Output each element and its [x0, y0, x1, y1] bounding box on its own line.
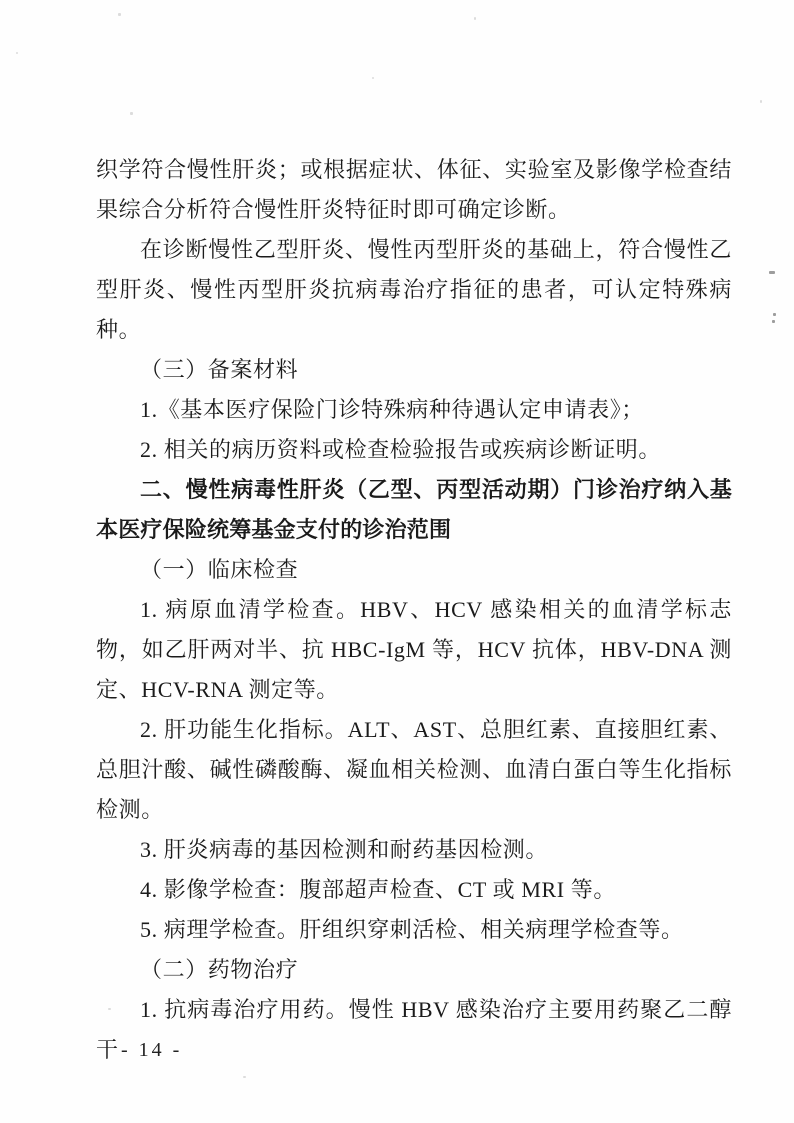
section-heading: 二、慢性病毒性肝炎（乙型、丙型活动期）门诊治疗纳入基本医疗保险统筹基金支付的诊治范围	[96, 477, 732, 542]
scan-speck	[108, 1008, 111, 1010]
body-paragraph: （一）临床检查	[140, 557, 299, 582]
scan-speck	[760, 100, 762, 103]
scan-speck	[773, 313, 776, 316]
body-paragraph: 4. 影像学检查：腹部超声检查、CT 或 MRI 等。	[140, 877, 616, 902]
body-paragraph: 1. 抗病毒治疗用药。慢性 HBV 感染治疗主要用药聚乙二醇干	[96, 997, 732, 1062]
scan-speck	[372, 77, 374, 79]
scan-speck	[16, 52, 18, 54]
body-paragraph: 1.《基本医疗保险门诊特殊病种待遇认定申请表》；	[140, 397, 644, 422]
scan-speck	[118, 13, 121, 16]
body-paragraph: 织学符合慢性肝炎；或根据症状、体征、实验室及影像学检查结果综合分析符合慢性肝炎特征时即可确定诊断。	[96, 157, 732, 222]
body-paragraph: 在诊断慢性乙型肝炎、慢性丙型肝炎的基础上，符合慢性乙型肝炎、慢性丙型肝炎抗病毒治疗指征的患者，可认定特殊病种。	[96, 237, 732, 342]
scan-speck	[474, 17, 476, 20]
body-paragraph: 2. 相关的病历资料或检查检验报告或疾病诊断证明。	[140, 437, 662, 462]
scan-speck	[769, 271, 775, 274]
scan-speck	[243, 1076, 246, 1078]
page-number: - 14 -	[121, 1039, 183, 1061]
body-paragraph: 2. 肝功能生化指标。ALT、AST、总胆红素、直接胆红素、总胆汁酸、碱性磷酸酶、凝血相关检测、血清白蛋白等生化指标检测。	[96, 717, 732, 822]
body-paragraph: （三）备案材料	[140, 357, 299, 382]
body-paragraph: 3. 肝炎病毒的基因检测和耐药基因检测。	[140, 837, 549, 862]
document-body	[96, 150, 732, 1070]
body-paragraph: 5. 病理学检查。肝组织穿刺活检、相关病理学检查等。	[140, 917, 684, 942]
body-paragraph: （二）药物治疗	[140, 957, 299, 982]
body-paragraph: 1. 病原血清学检查。HBV、HCV 感染相关的血清学标志物，如乙肝两对半、抗 HBC-IgM 等，HCV 抗体，HBV-DNA 测定、HCV-RNA 测定等。	[96, 597, 732, 702]
scan-speck	[772, 320, 775, 323]
scan-speck	[130, 112, 133, 115]
